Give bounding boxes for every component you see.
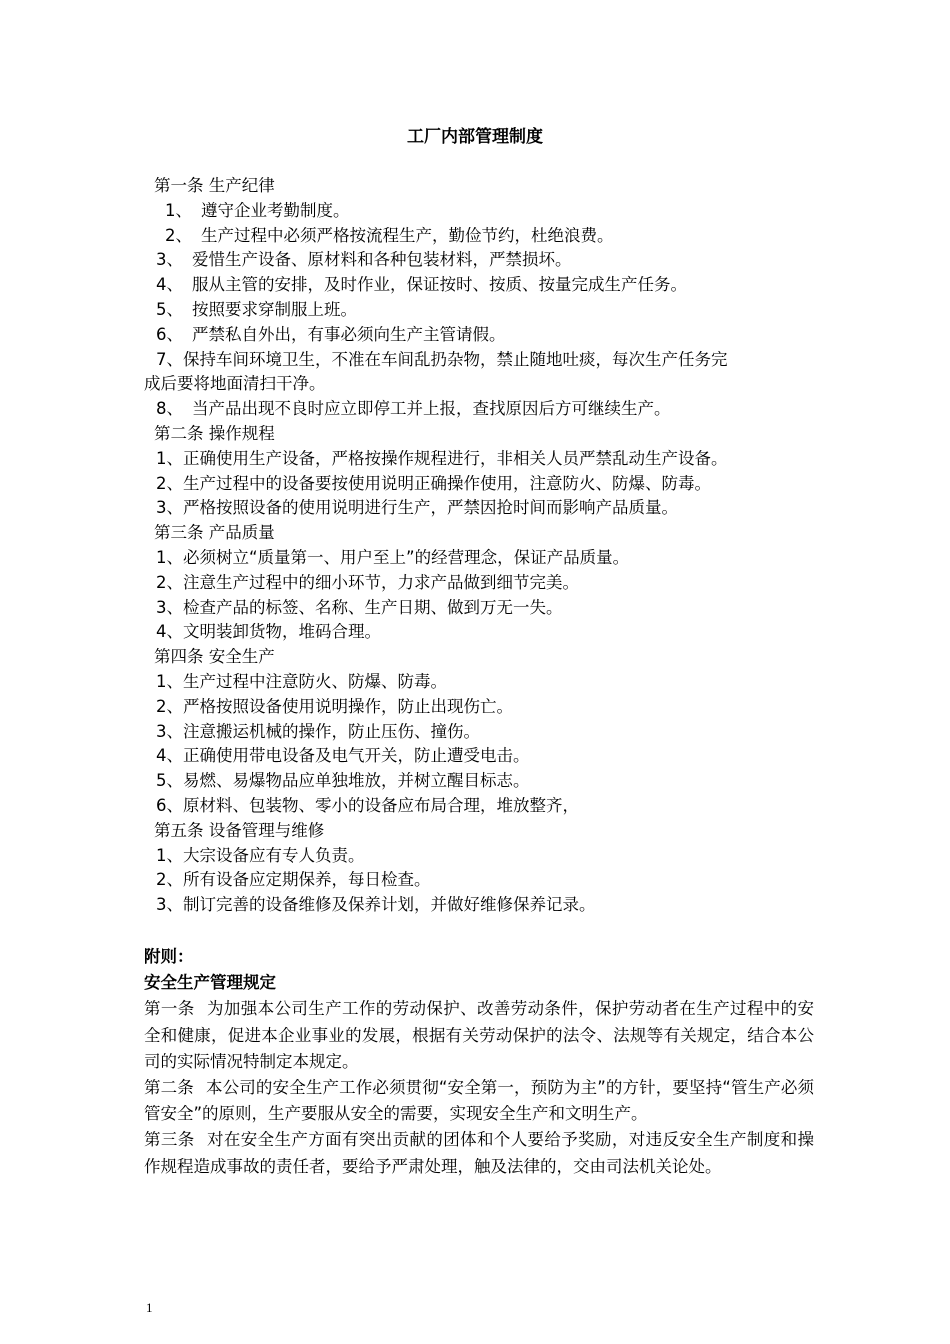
appendix-article xyxy=(144,1127,814,1179)
item-number: 1、 xyxy=(165,200,192,220)
item-text: 文明装卸货物，堆码合理。 xyxy=(183,622,381,642)
item-text: 正确使用生产设备，严格按操作规程进行，非相关人员严禁乱动生产设备。 xyxy=(183,448,728,468)
item-number: 4、 xyxy=(156,746,183,766)
section-heading: 第三条 产品质量 xyxy=(154,523,275,543)
item-number: 2、 xyxy=(156,572,183,592)
list-item xyxy=(144,348,814,373)
item-text: 当产品出现不良时应立即停工并上报，查找原因后方可继续生产。 xyxy=(192,399,671,419)
list-item xyxy=(144,744,814,769)
list-item xyxy=(144,571,814,596)
list-item xyxy=(144,546,814,571)
item-text: 大宗设备应有专人负责。 xyxy=(183,845,365,865)
item-text: 生产过程中的设备要按使用说明正确操作使用，注意防火、防爆、防毒。 xyxy=(183,473,711,493)
item-number: 8、 xyxy=(156,399,183,419)
item-text: 严格按照设备使用说明操作，防止出现伤亡。 xyxy=(183,696,513,716)
regulations-body xyxy=(144,174,814,918)
list-item xyxy=(144,670,814,695)
item-text: 遵守企业考勤制度。 xyxy=(201,200,350,220)
page-number: 1 xyxy=(146,1300,153,1315)
item-number: 1、 xyxy=(156,671,183,691)
list-item xyxy=(144,695,814,720)
item-text: 所有设备应定期保养，每日检查。 xyxy=(183,870,431,890)
item-number: 7、 xyxy=(156,349,183,369)
list-item xyxy=(144,893,814,918)
item-number: 3、 xyxy=(156,721,183,741)
item-number: 1、 xyxy=(156,448,183,468)
list-item xyxy=(144,224,814,249)
list-item xyxy=(144,596,814,621)
section-heading: 第一条 生产纪律 xyxy=(154,176,275,195)
item-number: 2、 xyxy=(156,870,183,890)
appendix-article xyxy=(144,996,814,1075)
document-title: 工厂内部管理制度 xyxy=(407,127,543,147)
item-text: 注意生产过程中的细小环节，力求产品做到细节完美。 xyxy=(183,572,579,592)
item-number: 1、 xyxy=(156,547,183,567)
item-text: 易燃、易爆物品应单独堆放，并树立醒目标志。 xyxy=(183,771,530,791)
list-item xyxy=(144,248,814,273)
item-text: 生产过程中注意防火、防爆、防毒。 xyxy=(183,671,447,691)
item-text: 爱惜生产设备、原材料和各种包装材料，严禁损坏。 xyxy=(192,250,572,270)
item-text: 制订完善的设备维修及保养计划，并做好维修保养记录。 xyxy=(183,895,596,915)
list-item-continuation: 成后要将地面清扫干净。 xyxy=(144,374,326,394)
article-number: 第三条 xyxy=(144,1130,195,1150)
list-item xyxy=(144,472,814,497)
item-number: 2、 xyxy=(165,225,192,245)
list-item xyxy=(144,720,814,745)
article-text: 本公司的安全生产工作必须贯彻“安全第一，预防为主”的方针，要坚持“管生产必须管安全”的原则，生产要服从安全的需要，实现安全生产和文明生产。 xyxy=(144,1078,815,1124)
article-number: 第二条 xyxy=(144,1078,194,1098)
list-item xyxy=(144,323,814,348)
appendix-article xyxy=(144,1075,814,1127)
item-number: 2、 xyxy=(156,473,183,493)
item-number: 5、 xyxy=(156,771,183,791)
item-number: 3、 xyxy=(156,498,183,518)
list-item xyxy=(144,868,814,893)
section-heading: 第五条 设备管理与维修 xyxy=(154,820,325,840)
section-heading: 第二条 操作规程 xyxy=(154,423,275,443)
item-number: 2、 xyxy=(156,696,183,716)
item-text: 服从主管的安排，及时作业，保证按时、按质、按量完成生产任务。 xyxy=(192,275,687,295)
item-number: 6、 xyxy=(156,795,183,815)
item-text: 按照要求穿制服上班。 xyxy=(192,299,357,319)
item-text: 保持车间环境卫生，不准在车间乱扔杂物，禁止随地吐痰，每次生产任务完 xyxy=(183,349,728,369)
item-text: 严禁私自外出，有事必须向生产主管请假。 xyxy=(192,324,506,344)
item-text: 正确使用带电设备及电气开关，防止遭受电击。 xyxy=(183,746,530,766)
section-heading: 第四条 安全生产 xyxy=(154,647,275,667)
appendix-title: 安全生产管理规定 xyxy=(144,973,276,993)
item-text: 生产过程中必须严格按流程生产，勤俭节约，杜绝浪费。 xyxy=(201,225,614,245)
item-number: 4、 xyxy=(156,275,183,295)
item-number: 6、 xyxy=(156,324,183,344)
appendix-label: 附则： xyxy=(144,947,194,966)
article-text: 为加强本公司生产工作的劳动保护、改善劳动条件，保护劳动者在生产过程中的安全和健康，促进本企业事业的发展，根据有关劳动保护的法令、法规等有关规定，结合本公司的实际情况特制定本规定。 xyxy=(144,999,815,1071)
list-item xyxy=(144,447,814,472)
list-item xyxy=(144,794,814,819)
item-number: 1、 xyxy=(156,845,183,865)
list-item xyxy=(144,620,814,645)
list-item xyxy=(144,298,814,323)
item-text: 严格按照设备的使用说明进行生产，严禁因抢时间而影响产品质量。 xyxy=(183,498,678,518)
list-item xyxy=(144,199,814,224)
list-item xyxy=(144,496,814,521)
item-text: 必须树立“质量第一、用户至上”的经营理念，保证产品质量。 xyxy=(183,547,630,567)
item-number: 3、 xyxy=(156,250,183,270)
item-text: 注意搬运机械的操作，防止压伤、撞伤。 xyxy=(183,721,480,741)
list-item xyxy=(144,844,814,869)
list-item xyxy=(144,397,814,422)
item-number: 3、 xyxy=(156,895,183,915)
article-text: 对在安全生产方面有突出贡献的团体和个人要给予奖励，对违反安全生产制度和操作规程造成事故的责任者，要给予严肃处理，触及法律的，交由司法机关论处。 xyxy=(144,1130,815,1176)
item-number: 5、 xyxy=(156,299,183,319)
item-number: 4、 xyxy=(156,622,183,642)
item-text: 原材料、包装物、零小的设备应布局合理，堆放整齐， xyxy=(183,795,579,815)
appendix xyxy=(144,944,814,1180)
list-item xyxy=(144,273,814,298)
item-text: 检查产品的标签、名称、生产日期、做到万无一失。 xyxy=(183,597,563,617)
item-number: 3、 xyxy=(156,597,183,617)
article-number: 第一条 xyxy=(144,999,195,1019)
list-item xyxy=(144,769,814,794)
